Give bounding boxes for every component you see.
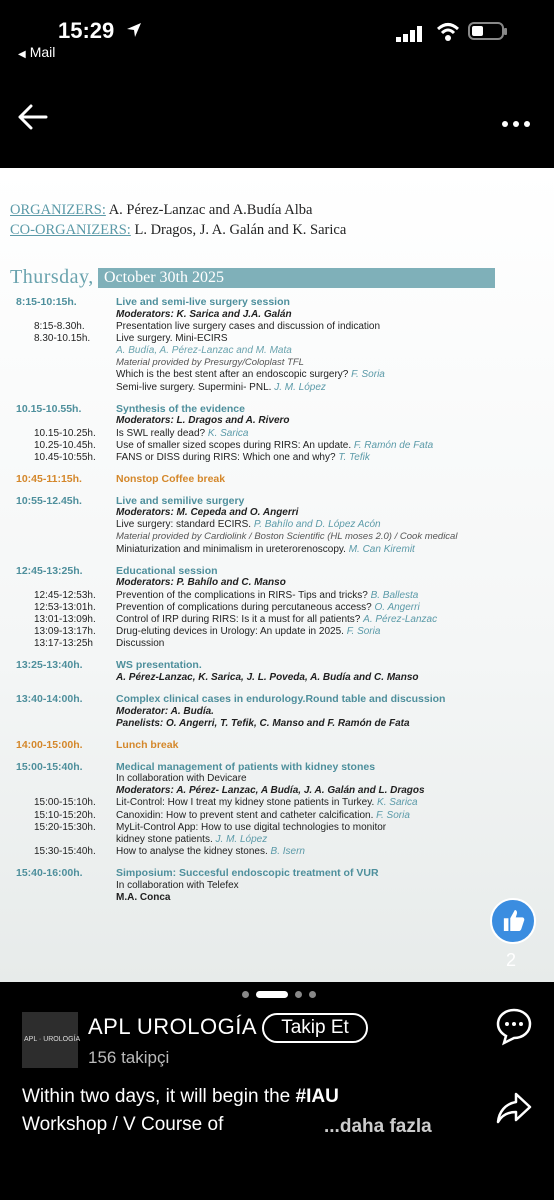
line-text	[116, 544, 415, 556]
speaker-name: B. Isern	[270, 846, 305, 858]
line-text	[116, 309, 292, 321]
speaker-name: F. Soria	[376, 809, 410, 821]
session-line	[0, 785, 554, 797]
line-content: Miniaturization and minimalism in ureterorenoscopy.	[116, 543, 349, 555]
line-time: 15:10-15:20h.	[34, 809, 96, 821]
line-content: Moderator: A. Budía.	[116, 705, 214, 717]
line-text	[116, 810, 410, 822]
line-text	[116, 357, 304, 369]
speaker-name: P. Bahílo and D. López Acón	[253, 519, 381, 531]
wifi-icon	[436, 22, 460, 42]
carousel-dot-active	[256, 991, 288, 998]
line-content: kidney stone patients.	[116, 833, 216, 845]
line-content: Material provided by Cardiolink / Boston Scientific (HL moses 2.0) / Cook medical	[116, 531, 458, 543]
session-title: WS presentation.	[116, 659, 202, 672]
speaker-name: A. Budía, A. Pérez-Lanzac and M. Mata	[116, 345, 292, 357]
session-line	[0, 797, 554, 809]
line-content: Material provided by Presurgy/Coloplast TFL	[116, 357, 304, 369]
battery-icon	[468, 22, 504, 40]
line-time: 12:45-12:53h.	[34, 589, 96, 601]
session-line	[0, 428, 554, 440]
speaker-name: T. Tefik	[338, 451, 370, 463]
speaker-name: J. M. López	[274, 381, 326, 393]
line-time: 15:20-15:30h.	[34, 821, 96, 833]
coorganizers-line	[10, 222, 346, 239]
line-time: 15:30-15:40h.	[34, 846, 96, 858]
line-content: FANS or DISS during RIRS: Which one and why?	[116, 451, 339, 463]
status-time: 15:29	[58, 18, 115, 43]
line-content: Prevention of the complications in RIRS- Tips and tricks?	[116, 589, 371, 601]
line-text	[116, 822, 386, 834]
line-text	[116, 602, 420, 614]
post-caption-line2: Workshop / V Course of	[22, 1114, 224, 1135]
session-time: 12:45-13:25h.	[16, 564, 83, 577]
line-text	[116, 440, 433, 452]
session-line	[0, 892, 554, 904]
program-session	[0, 659, 554, 684]
line-time: 10.25-10.45h.	[34, 439, 96, 451]
reaction-count: 2	[506, 950, 517, 970]
session-line	[0, 369, 554, 381]
session-line	[0, 345, 554, 357]
session-line	[0, 357, 554, 369]
session-line	[0, 309, 554, 321]
line-content: Prevention of complications during percutaneous access?	[116, 601, 375, 613]
speaker-name: B. Ballesta	[370, 589, 419, 601]
line-text	[116, 321, 380, 333]
session-time: 8:15-10:15h.	[16, 296, 77, 308]
line-content: Presentation live surgery cases and discussion of indication	[116, 320, 381, 332]
follow-button[interactable]: Takip Et	[262, 1013, 368, 1043]
session-time: 14:00-15:00h.	[16, 739, 83, 751]
program-sessions	[0, 296, 554, 913]
session-line	[0, 321, 554, 333]
session-line	[0, 846, 554, 858]
post-caption-line1	[22, 1086, 339, 1108]
session-title: Simposium: Succesful endoscopic treatment of VUR	[116, 867, 379, 880]
speaker-name: F. Ramón de Fata	[353, 439, 434, 451]
back-app-label: Mail	[29, 44, 56, 60]
session-line	[0, 834, 554, 846]
session-time: 10.15-10.55h.	[16, 402, 82, 415]
share-icon[interactable]	[494, 1088, 534, 1128]
program-session	[0, 739, 554, 752]
line-content: Moderators: P. Bahílo and C. Manso	[116, 577, 286, 589]
line-content: M.A. Conca	[116, 892, 171, 903]
session-time: 10:45-11:15h.	[16, 473, 82, 486]
line-content: Moderators: A. Pérez- Lanzac, A Budía, J. A. Galán and L. Dragos	[116, 785, 425, 797]
session-title: Live and semilive surgery	[116, 494, 245, 507]
avatar-logo-text: APL · UROLOGÍA	[24, 1036, 81, 1043]
line-content: Moderators: K. Sarica and J.A. Galán	[116, 308, 292, 320]
session-title: Complex clinical cases in endurology.Round table and discussion	[116, 693, 446, 706]
session-line	[0, 507, 554, 519]
session-line	[0, 382, 554, 394]
location-arrow-icon	[126, 22, 142, 38]
line-text	[116, 773, 247, 785]
line-time: 10.45-10:55h.	[34, 451, 96, 463]
session-time: 10:55-12.45h.	[16, 494, 82, 507]
day-header	[10, 266, 495, 290]
post-image[interactable]	[0, 168, 554, 982]
line-time: 8:15-8.30h.	[34, 320, 85, 332]
session-time: 15:40-16:00h.	[16, 867, 83, 880]
session-title: Lunch break	[116, 739, 179, 751]
speaker-name: K. Sarica	[377, 797, 418, 809]
speaker-name: M. Can Kiremit	[348, 543, 415, 555]
line-content: Moderators: L. Dragos and A. Rivero	[116, 415, 290, 427]
session-line	[0, 577, 554, 589]
line-time: 13:17-13:25h	[34, 638, 93, 650]
session-title: Medical management of patients with kidney stones	[116, 760, 376, 773]
speaker-name: A. Pérez-Lanzac	[363, 613, 438, 625]
coorganizers-label: CO-ORGANIZERS:	[10, 222, 131, 238]
line-text	[116, 614, 437, 626]
session-line	[0, 602, 554, 614]
line-text	[116, 345, 292, 357]
line-text	[116, 531, 457, 543]
session-line	[0, 590, 554, 602]
line-content: A. Pérez-Lanzac, K. Sarica, J. L. Poveda, A. Budía and C. Manso	[116, 671, 419, 683]
back-arrow-icon[interactable]	[16, 100, 50, 134]
program-session	[0, 495, 554, 556]
line-content: In collaboration with Telefex	[116, 879, 239, 891]
line-text	[116, 672, 419, 684]
line-content: Lit-Control: How I treat my kidney stone patients in Turkey.	[116, 797, 378, 809]
line-text	[116, 519, 381, 531]
session-line	[0, 672, 554, 684]
program-session	[0, 761, 554, 859]
line-text	[116, 834, 267, 846]
program-session	[0, 296, 554, 394]
follower-count: 156 takipçi	[88, 1048, 170, 1067]
caption-prefix: Within two days, it will begin the	[22, 1086, 296, 1107]
line-text	[116, 846, 305, 858]
program-session	[0, 403, 554, 464]
line-time: 12:53-13:01h.	[34, 601, 96, 613]
carousel-dot	[295, 991, 302, 998]
line-content: Moderators: M. Cepeda and O. Angerri	[116, 507, 299, 519]
line-text	[116, 638, 164, 650]
organizers-line	[10, 202, 312, 219]
session-line	[0, 519, 554, 531]
program-session	[0, 473, 554, 486]
carousel-indicator	[242, 986, 323, 1004]
company-avatar[interactable]	[22, 1012, 81, 1068]
line-text	[116, 797, 418, 809]
session-line	[0, 415, 554, 427]
line-content: Is SWL really dead?	[116, 427, 208, 439]
session-line	[0, 880, 554, 892]
session-line	[0, 440, 554, 452]
session-line	[0, 638, 554, 650]
more-options-icon[interactable]	[502, 114, 536, 122]
session-time: 13:25-13:40h.	[16, 659, 83, 672]
organizers-names: A. Pérez-Lanzac and A.Budía Alba	[108, 202, 313, 218]
line-text	[116, 892, 170, 904]
session-line	[0, 718, 554, 730]
line-time: 8.30-10.15h.	[34, 332, 91, 344]
line-content: Live surgery: standard ECIRS.	[116, 519, 254, 531]
session-line	[0, 531, 554, 543]
session-line	[0, 452, 554, 464]
session-title: Educational session	[116, 564, 218, 577]
program-session	[0, 693, 554, 730]
line-text	[116, 415, 290, 427]
day-label: Thursday,	[10, 266, 94, 288]
line-text	[116, 333, 228, 345]
speaker-name: O. Angerri	[374, 601, 420, 613]
date-label: October 30th 2025	[104, 269, 224, 286]
line-text	[116, 706, 214, 718]
line-content: Discussion	[116, 638, 165, 650]
company-name[interactable]: APL UROLOGÍA	[88, 1014, 258, 1039]
program-session	[0, 867, 554, 904]
session-title: Live and semi-live surgery session	[116, 296, 290, 308]
line-content: Which is the best stent after an endoscopic surgery?	[116, 369, 352, 381]
session-line	[0, 810, 554, 822]
line-text	[116, 428, 248, 440]
organizers-label: ORGANIZERS:	[10, 202, 106, 218]
comment-icon[interactable]	[494, 1006, 534, 1046]
speaker-name: F. Soria	[346, 626, 381, 638]
line-text	[116, 626, 380, 638]
like-reaction-icon[interactable]	[490, 898, 536, 944]
speaker-name: J. M. López	[215, 833, 268, 845]
line-content: Control of IRP during RIRS: Is it a must for all patients?	[116, 613, 364, 625]
coorganizers-names: L. Dragos, J. A. Galán and K. Sarica	[134, 222, 347, 238]
back-triangle-icon: ◀	[18, 49, 26, 60]
line-text	[116, 590, 418, 602]
line-text	[116, 718, 410, 730]
line-text	[116, 452, 370, 464]
signal-icon	[396, 26, 424, 42]
caption-hashtag[interactable]: #IAU	[295, 1086, 339, 1107]
program-session	[0, 565, 554, 651]
line-time: 10.15-10.25h.	[34, 427, 96, 439]
session-line	[0, 544, 554, 556]
line-time: 13:09-13:17h.	[34, 626, 96, 638]
line-text	[116, 507, 298, 519]
session-line	[0, 822, 554, 834]
session-time: 13:40-14:00h.	[16, 693, 83, 706]
line-content: In collaboration with Devicare	[116, 773, 247, 784]
see-more-link[interactable]: ...daha fazla	[324, 1116, 432, 1137]
carousel-dot	[309, 991, 316, 998]
speaker-name: F. Soria	[351, 369, 385, 381]
line-text	[116, 577, 286, 589]
carousel-dot	[242, 991, 249, 998]
line-content: How to analyse the kidney stones.	[116, 846, 271, 858]
line-time: 15:00-15:10h.	[34, 797, 96, 809]
line-content: Canoxidin: How to prevent stent and catheter calcification.	[116, 809, 377, 821]
session-time: 15:00-15:40h.	[16, 760, 83, 773]
session-title: Nonstop Coffee break	[116, 473, 226, 486]
speaker-name: K. Sarica	[207, 427, 249, 439]
line-text	[116, 382, 326, 394]
back-to-mail-link[interactable]	[18, 44, 55, 60]
status-bar	[0, 0, 554, 66]
session-title: Synthesis of the evidence	[116, 402, 245, 415]
line-text	[116, 880, 239, 892]
line-content: Live surgery. Mini-ECIRS	[116, 332, 228, 344]
line-text	[116, 369, 385, 381]
line-time: 13:01-13:09h.	[34, 613, 96, 625]
line-content: Drug-eluting devices in Urology: An update in 2025.	[116, 626, 347, 638]
session-line	[0, 626, 554, 638]
line-text	[116, 785, 425, 797]
session-line	[0, 614, 554, 626]
line-content: Semi-live surgery. Supermini- PNL.	[116, 381, 275, 393]
session-line	[0, 333, 554, 345]
line-content: Panelists: O. Angerri, T. Tefik, C. Manso and F. Ramón de Fata	[116, 717, 410, 729]
session-line	[0, 706, 554, 718]
line-content: MyLit-Control App: How to use digital technologies to monitor	[116, 821, 387, 833]
line-content: Use of smaller sized scopes during RIRS: An update.	[116, 439, 354, 451]
session-line	[0, 773, 554, 785]
